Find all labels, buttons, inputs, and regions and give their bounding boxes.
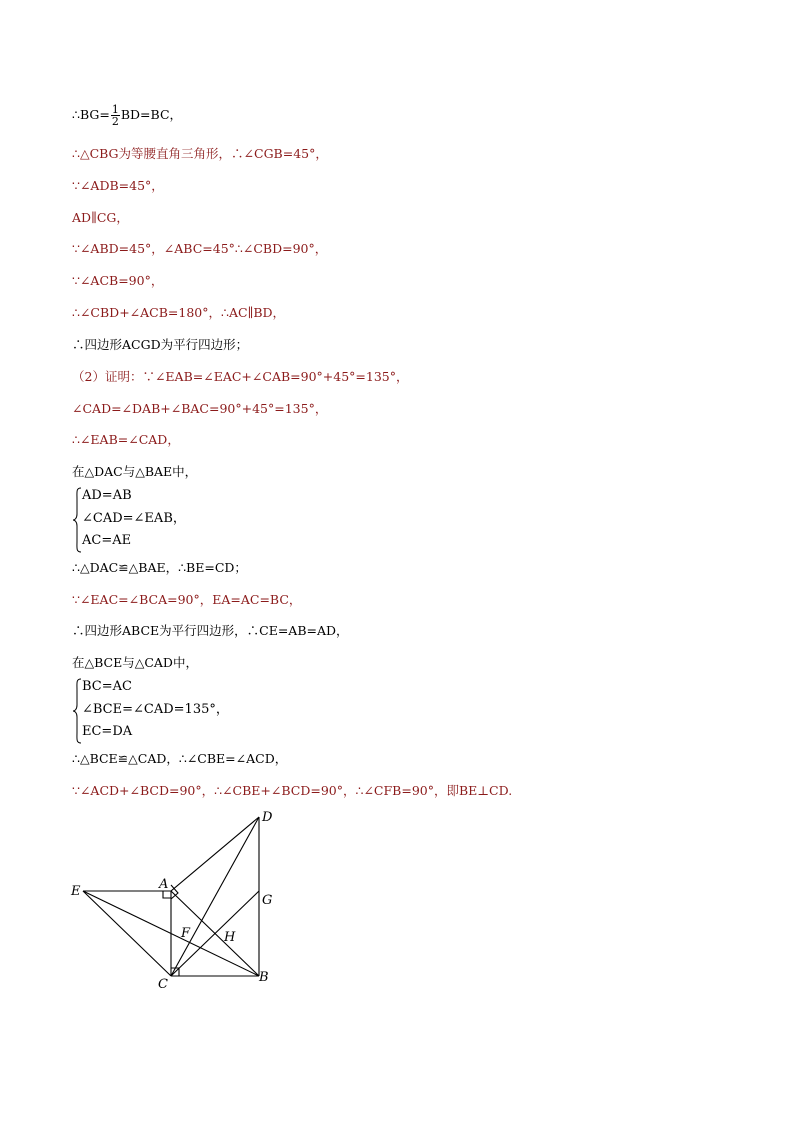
equation-system-2 — [72, 678, 292, 744]
line-proof-2-start: （2）证明：∵∠EAB=∠EAC+∠CAB=90°+45°=135°， — [72, 369, 409, 384]
left-brace-icon — [72, 487, 82, 553]
line-parallelogram-abce: ∴四边形ABCE为平行四边形，∴CE=AB=AD， — [72, 623, 349, 638]
line-cbg-isosceles: ∴△CBG为等腰直角三角形，∴∠CGB=45°， — [72, 146, 328, 161]
fraction-one-half — [111, 104, 120, 127]
line-congruent-bce-cad: ∴△BCE≌△CAD，∴∠CBE=∠ACD， — [72, 751, 288, 766]
geometry-figure — [66, 806, 286, 991]
label-a: A — [159, 877, 169, 892]
label-e: E — [71, 884, 81, 899]
line-triangles-bce-cad: 在△BCE与△CAD中， — [72, 655, 198, 670]
segment-cd — [171, 817, 259, 976]
label-d: D — [262, 810, 273, 825]
line-cad: ∠CAD=∠DAB+∠BAC=90°+45°=135°， — [72, 401, 328, 416]
system-1-row-1: AD=AB — [82, 488, 132, 503]
segment-ad — [171, 817, 259, 891]
label-f: F — [181, 926, 191, 941]
right-angle-mark-a-left — [163, 891, 171, 898]
label-g: G — [262, 893, 273, 908]
system-2-row-3: EC=DA — [82, 724, 133, 739]
label-c: C — [158, 977, 168, 991]
line-conclusion: ∵∠ACD+∠BCD=90°，∴∠CBE+∠BCD=90°，∴∠CFB=90°，即BE⊥CD. — [72, 783, 513, 798]
left-brace-icon — [72, 678, 82, 744]
fraction-numerator: 1 — [111, 103, 119, 116]
system-1-row-3: AC=AE — [82, 533, 132, 548]
segment-ec — [83, 891, 171, 976]
system-2-row-2: ∠BCE=∠CAD=135°， — [82, 702, 229, 717]
line-bg — [72, 104, 182, 127]
label-b: B — [259, 970, 269, 985]
line-adb: ∵∠ADB=45°， — [72, 178, 164, 193]
fraction-denominator: 2 — [111, 115, 119, 128]
line-cbd-acb-sum: ∴∠CBD+∠ACB=180°，∴AC∥BD， — [72, 305, 286, 320]
line-ad-parallel-cg: AD∥CG， — [72, 210, 129, 225]
line-acb: ∵∠ACB=90°， — [72, 273, 164, 288]
line-eac-bca: ∵∠EAC=∠BCA=90°，EA=AC=BC， — [72, 592, 302, 607]
equation-system-1 — [72, 487, 272, 553]
system-2-row-1: BC=AC — [82, 679, 132, 694]
label-h: H — [224, 930, 236, 945]
line-eab-eq-cad: ∴∠EAB=∠CAD， — [72, 432, 180, 447]
line-abd-abc: ∵∠ABD=45°，∠ABC=45°∴∠CBD=90°， — [72, 241, 328, 256]
system-1-row-2: ∠CAD=∠EAB， — [82, 511, 186, 526]
line-triangles-dac-bae: 在△DAC与△BAE中， — [72, 464, 198, 479]
line-parallelogram-acgd: ∴四边形ACGD为平行四边形； — [72, 337, 249, 352]
line-bg-prefix: ∴BG= — [72, 107, 110, 122]
line-bg-suffix: BD=BC， — [120, 107, 183, 122]
line-congruent-dac-bae: ∴△DAC≌△BAE，∴BE=CD； — [72, 560, 247, 575]
